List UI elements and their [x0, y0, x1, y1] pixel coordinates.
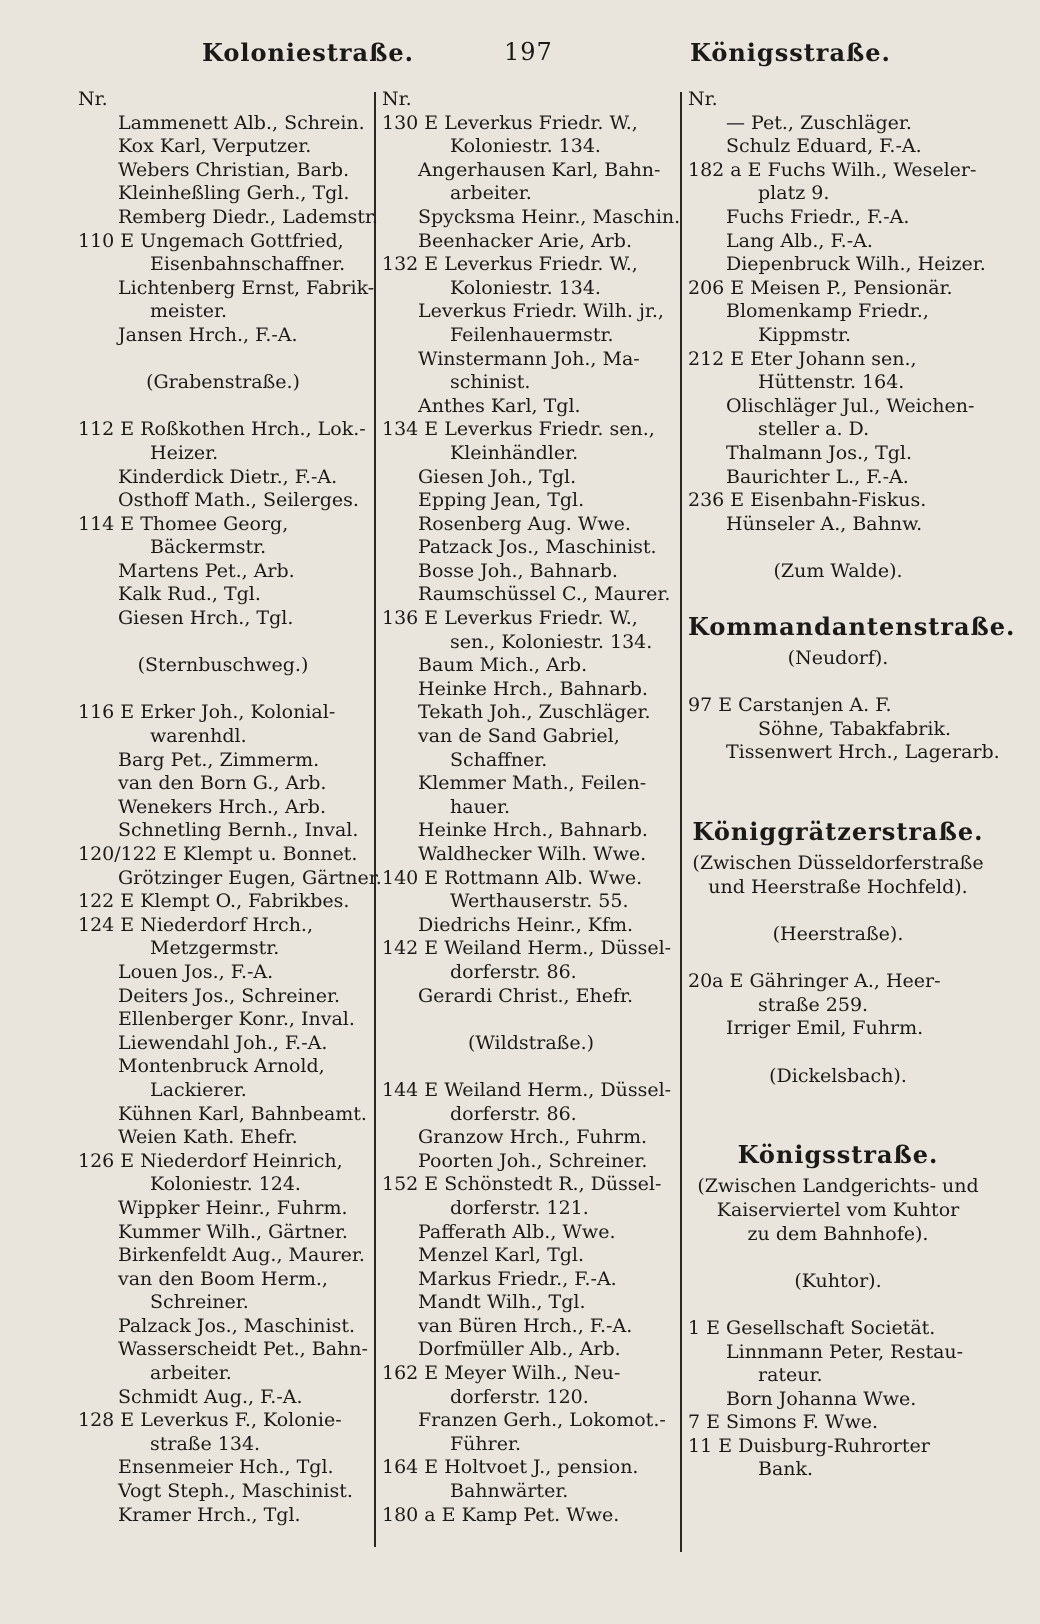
section-heading: und Heerstraße Hochfeld).: [708, 875, 968, 898]
directory-entry: Weien Kath. Ehefr.: [118, 1126, 298, 1149]
entry-continuation: Feilenhauermstr.: [450, 323, 614, 346]
directory-entry: Fuchs Friedr., F.-A.: [726, 205, 910, 228]
section-heading: zu dem Bahnhofe).: [747, 1222, 929, 1245]
entry-continuation: schinist.: [450, 371, 531, 394]
street-heading: Königgrätzerstraße.: [692, 817, 984, 847]
directory-entry: Bosse Joh., Bahnarb.: [418, 559, 618, 582]
directory-entry: Kox Karl, Verputzer.: [118, 135, 312, 158]
entry-continuation: arbeiter.: [150, 1362, 232, 1385]
numbered-entry: 97 E Carstanjen A. F.: [688, 694, 892, 717]
directory-entry: Poorten Joh., Schreiner.: [418, 1149, 648, 1172]
numbered-entry: 236 E Eisenbahn-Fiskus.: [688, 489, 927, 512]
numbered-entry: 142 E Weiland Herm., Düssel-: [382, 937, 672, 960]
line-spacer: [688, 1088, 988, 1112]
numbered-entry: 140 E Rottmann Alb. Wwe.: [382, 866, 643, 889]
numbered-entry: 206 E Meisen P., Pensionär.: [688, 276, 953, 299]
directory-entry: Baurichter L., F.-A.: [726, 465, 909, 488]
section-heading: (Grabenstraße.): [146, 371, 300, 394]
column-1: [78, 88, 382, 1527]
line-spacer: [688, 789, 988, 813]
directory-entry: Klemmer Math., Feilen-: [418, 772, 647, 795]
entry-continuation: Kleinhändler.: [450, 441, 579, 464]
directory-entry: van de Sand Gabriel,: [418, 725, 620, 748]
directory-entry: Remberg Diedr., Lademstr.: [118, 205, 378, 228]
numbered-entry: 7 E Simons F. Wwe.: [688, 1411, 878, 1434]
numbered-entry: 180 a E Kamp Pet. Wwe.: [382, 1503, 620, 1526]
directory-entry: Heinke Hrch., Bahnarb.: [418, 677, 648, 700]
directory-entry: Rosenberg Aug. Wwe.: [418, 512, 631, 535]
directory-entry: Kramer Hrch., Tgl.: [118, 1503, 301, 1526]
section-heading: (Zum Walde).: [773, 559, 903, 582]
entry-continuation: Hüttenstr. 164.: [758, 371, 905, 394]
numbered-entry: 162 E Meyer Wilh., Neu-: [382, 1362, 621, 1385]
directory-entry: Osthoff Math., Seilerges.: [118, 489, 359, 512]
header-right-street: Königsstraße.: [690, 38, 891, 67]
directory-entry: Lang Alb., F.-A.: [726, 229, 873, 252]
directory-entry: Montenbruck Arnold,: [118, 1055, 325, 1078]
section-heading: (Zwischen Düsseldorferstraße: [692, 852, 984, 875]
line-spacer: [688, 1041, 988, 1065]
column-3: [688, 88, 1016, 1482]
directory-entry: Kinderdick Dietr., F.-A.: [118, 465, 338, 488]
street-heading: Kommandantenstraße.: [688, 612, 1016, 642]
directory-entry: Lammenett Alb., Schrein.: [118, 111, 365, 134]
entry-continuation: dorferstr. 86.: [450, 1102, 577, 1125]
line-spacer: [688, 1293, 988, 1317]
line-spacer: [78, 631, 368, 655]
directory-entry: Diedrichs Heinr., Kfm.: [418, 913, 634, 936]
numbered-entry: 122 E Klempt O., Fabrikbes.: [78, 890, 350, 913]
line-spacer: [382, 1055, 680, 1079]
line-spacer: [382, 1008, 680, 1032]
directory-entry: Tekath Joh., Zuschläger.: [418, 701, 651, 724]
line-spacer: [688, 899, 988, 923]
directory-entry: Thalmann Jos., Tgl.: [726, 441, 913, 464]
entry-continuation: Lackierer.: [150, 1078, 247, 1101]
entry-continuation: Koloniestr. 134.: [450, 276, 601, 299]
directory-entry: Kleinheßling Gerh., Tgl.: [118, 182, 350, 205]
numbered-entry: 128 E Leverkus F., Kolonie-: [78, 1409, 342, 1432]
line-spacer: [688, 583, 988, 607]
entry-continuation: Koloniestr. 124.: [150, 1173, 301, 1196]
line-spacer: [688, 765, 988, 789]
section-heading: (Kuhtor).: [794, 1269, 882, 1292]
directory-entry: Birkenfeldt Aug., Maurer.: [118, 1244, 365, 1267]
numbered-entry: 134 E Leverkus Friedr. sen.,: [382, 418, 655, 441]
directory-entry: Grötzinger Eugen, Gärtner.: [118, 866, 382, 889]
line-spacer: [688, 1246, 988, 1270]
numbered-entry: 11 E Duisburg-Ruhrorter: [688, 1434, 930, 1457]
directory-entry: Pafferath Alb., Wwe.: [418, 1220, 616, 1243]
directory-entry: Born Johanna Wwe.: [726, 1387, 917, 1410]
directory-entry: van den Boom Herm.,: [118, 1267, 328, 1290]
numbered-entry: 212 E Eter Johann sen.,: [688, 347, 917, 370]
entry-continuation: straße 134.: [150, 1432, 261, 1455]
entry-continuation: warenhdl.: [150, 725, 247, 748]
directory-entry: Jansen Hrch., F.-A.: [118, 323, 298, 346]
directory-entry: Kühnen Karl, Bahnbeamt.: [118, 1102, 367, 1125]
numbered-entry: 144 E Weiland Herm., Düssel-: [382, 1078, 672, 1101]
directory-entry: Markus Friedr., F.-A.: [418, 1267, 617, 1290]
directory-entry: Gerardi Christ., Ehefr.: [418, 984, 634, 1007]
directory-entry: Tissenwert Hrch., Lagerarb.: [726, 741, 1000, 764]
directory-entry: Wasserscheidt Pet., Bahn-: [118, 1338, 368, 1361]
entry-continuation: steller a. D.: [758, 418, 870, 441]
directory-entry: Ensenmeier Hch., Tgl.: [118, 1456, 334, 1479]
numbered-entry: 20a E Gähringer A., Heer-: [688, 970, 941, 993]
numbered-entry: 120/122 E Klempt u. Bonnet.: [78, 843, 358, 865]
directory-entry: Webers Christian, Barb.: [118, 158, 350, 181]
directory-entry: Lichtenberg Ernst, Fabrik-: [118, 276, 375, 299]
entry-continuation: Koloniestr. 134.: [450, 135, 601, 158]
directory-entry: Dorfmüller Alb., Arb.: [418, 1338, 621, 1361]
numbered-entry: 124 E Niederdorf Hrch.,: [78, 913, 314, 936]
line-spacer: [688, 1112, 988, 1136]
entry-continuation: Kippmstr.: [758, 323, 852, 346]
directory-entry: Louen Jos., F.-A.: [118, 960, 274, 983]
directory-entry: Spycksma Heinr., Maschin.: [418, 205, 681, 228]
directory-entry: Wippker Heinr., Fuhrm.: [118, 1196, 348, 1219]
entry-continuation: Schreiner.: [150, 1291, 249, 1314]
directory-entry: Leverkus Friedr. Wilh. jr.,: [418, 300, 664, 323]
directory-entry: Kalk Rud., Tgl.: [118, 583, 261, 606]
directory-entry: Schnetling Bernh., Inval.: [118, 819, 359, 842]
entry-continuation: Schaffner.: [450, 748, 548, 771]
entry-continuation: straße 259.: [758, 993, 869, 1016]
directory-entry: Epping Jean, Tgl.: [418, 489, 585, 512]
entry-continuation: platz 9.: [758, 182, 830, 205]
line-spacer: [78, 348, 368, 372]
entry-continuation: arbeiter.: [450, 182, 532, 205]
entry-continuation: rateur.: [758, 1364, 823, 1387]
directory-entry: van Büren Hrch., F.-A.: [418, 1314, 633, 1337]
directory-entry: Heinke Hrch., Bahnarb.: [418, 819, 648, 842]
numbered-entry: 112 E Roßkothen Hrch., Lok.-: [78, 418, 366, 441]
header-left-street: Koloniestraße.: [202, 38, 414, 67]
directory-entry: Mandt Wilh., Tgl.: [418, 1291, 586, 1314]
directory-entry: Schulz Eduard, F.-A.: [726, 135, 922, 158]
numbered-entry: 164 E Holtvoet J., pension.: [382, 1456, 639, 1479]
entry-continuation: Eisenbahnschaffner.: [150, 253, 346, 276]
directory-entry: Wenekers Hrch., Arb.: [118, 795, 326, 818]
directory-entry: Kummer Wilh., Gärtner.: [118, 1220, 348, 1243]
numbered-entry: 126 E Niederdorf Heinrich,: [78, 1149, 343, 1172]
directory-entry: Martens Pet., Arb.: [118, 559, 295, 582]
directory-entry: Barg Pet., Zimmerm.: [118, 748, 320, 771]
line-spacer: [688, 671, 988, 695]
page-number: 197: [504, 38, 553, 66]
numbered-entry: 136 E Leverkus Friedr. W.,: [382, 607, 638, 630]
directory-entry: Angerhausen Karl, Bahn-: [418, 158, 661, 181]
section-heading: (Dickelsbach).: [769, 1064, 907, 1087]
entry-continuation: Bank.: [758, 1458, 814, 1481]
numbered-entry: 182 a E Fuchs Wilh., Weseler-: [688, 158, 977, 181]
entry-continuation: Werthauserstr. 55.: [450, 890, 629, 913]
entry-continuation: Söhne, Tabakfabrik.: [758, 717, 952, 740]
numbered-entry: 130 E Leverkus Friedr. W.,: [382, 111, 638, 134]
numbered-entry: 110 E Ungemach Gottfried,: [78, 229, 344, 252]
section-heading: (Wildstraße.): [467, 1031, 595, 1054]
column-heading: Nr.: [688, 88, 718, 110]
directory-entry: Anthes Karl, Tgl.: [418, 394, 581, 417]
entry-continuation: Metzgermstr.: [150, 937, 280, 960]
directory-entry: Baum Mich., Arb.: [418, 654, 588, 677]
entry-continuation: meister.: [150, 300, 228, 323]
directory-entry: — Pet., Zuschläger.: [726, 111, 912, 134]
section-heading: (Neudorf).: [787, 647, 889, 670]
line-spacer: [78, 395, 368, 419]
column-2: [382, 88, 680, 1527]
directory-entry: Schmidt Aug., F.-A.: [118, 1385, 303, 1408]
directory-entry: Beenhacker Arie, Arb.: [418, 229, 632, 252]
numbered-entry: 116 E Erker Joh., Kolonial-: [78, 701, 336, 724]
entry-continuation: Bahnwärter.: [450, 1480, 569, 1503]
directory-entry: Palzack Jos., Maschinist.: [118, 1314, 356, 1337]
entry-continuation: dorferstr. 120.: [450, 1385, 589, 1408]
section-heading: (Zwischen Landgerichts- und: [697, 1175, 979, 1198]
directory-entry: Giesen Joh., Tgl.: [418, 465, 577, 488]
column-divider-2: [680, 92, 682, 1552]
numbered-entry: 132 E Leverkus Friedr. W.,: [382, 253, 638, 276]
directory-entry: van den Born G., Arb.: [118, 772, 327, 795]
section-heading: (Heerstraße).: [772, 923, 904, 945]
directory-entry: Diepenbruck Wilh., Heizer.: [726, 253, 986, 276]
entry-continuation: dorferstr. 121.: [450, 1196, 589, 1219]
directory-entry: Patzack Jos., Maschinist.: [418, 536, 657, 559]
entry-continuation: Bäckermstr.: [150, 536, 267, 559]
directory-entry: Liewendahl Joh., F.-A.: [118, 1031, 328, 1054]
column-divider-1: [374, 92, 376, 1547]
entry-continuation: dorferstr. 86.: [450, 960, 577, 983]
column-heading: Nr.: [382, 88, 412, 110]
directory-entry: Olischläger Jul., Weichen-: [726, 394, 975, 417]
section-heading: Kaiserviertel vom Kuhtor: [716, 1198, 960, 1221]
directory-entry: Ellenberger Konr., Inval.: [118, 1008, 355, 1031]
numbered-entry: 1 E Gesellschaft Societät.: [688, 1316, 936, 1339]
directory-entry: Menzel Karl, Tgl.: [418, 1244, 585, 1267]
entry-continuation: Heizer.: [150, 441, 219, 464]
directory-entry: Waldhecker Wilh. Wwe.: [418, 843, 647, 865]
column-heading: Nr.: [78, 88, 108, 110]
entry-continuation: hauer.: [450, 795, 511, 818]
numbered-entry: 152 E Schönstedt R., Düssel-: [382, 1173, 662, 1196]
numbered-entry: 114 E Thomee Georg,: [78, 512, 289, 535]
directory-entry: Blomenkamp Friedr.,: [726, 300, 929, 323]
entry-continuation: sen., Koloniestr. 134.: [450, 630, 653, 653]
directory-entry: Vogt Steph., Maschinist.: [118, 1480, 353, 1503]
directory-entry: Giesen Hrch., Tgl.: [118, 607, 294, 630]
line-spacer: [688, 947, 988, 971]
street-heading: Königsstraße.: [737, 1140, 939, 1170]
directory-entry: Deiters Jos., Schreiner.: [118, 984, 341, 1007]
directory-entry: Hünseler A., Bahnw.: [726, 512, 923, 535]
directory-entry: Franzen Gerh., Lokomot.-: [418, 1409, 666, 1432]
directory-entry: Linnmann Peter, Restau-: [726, 1340, 964, 1363]
directory-entry: Irriger Emil, Fuhrm.: [726, 1017, 924, 1040]
directory-entry: Granzow Hrch., Fuhrm.: [418, 1126, 648, 1149]
entry-continuation: Führer.: [450, 1432, 522, 1455]
line-spacer: [688, 536, 988, 560]
section-heading: (Sternbuschweg.): [137, 654, 309, 677]
directory-entry: Winstermann Joh., Ma-: [418, 347, 640, 370]
line-spacer: [78, 678, 368, 702]
directory-entry: Raumschüssel C., Maurer.: [418, 583, 671, 606]
